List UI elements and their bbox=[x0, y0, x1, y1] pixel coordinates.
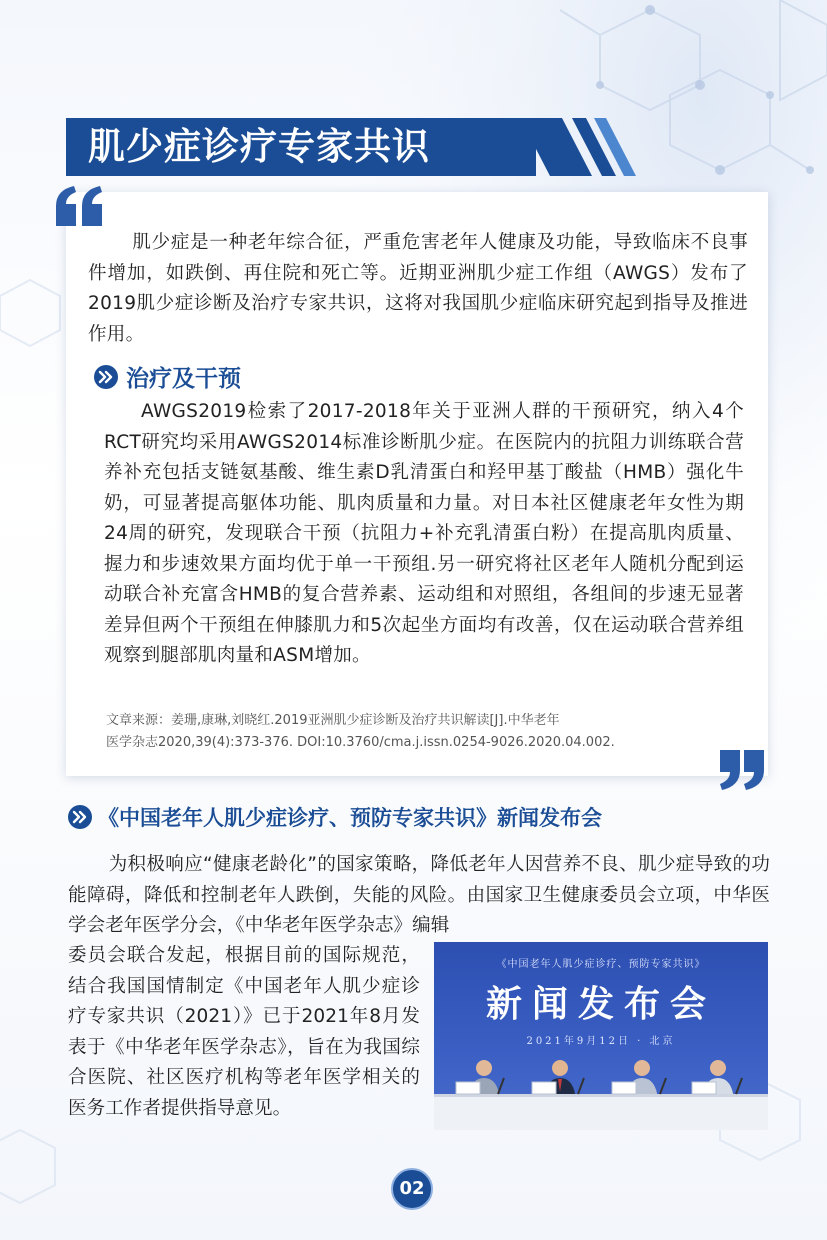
source-line-1: 文章来源：姜珊,康琳,刘晓红.2019亚洲肌少症诊断及治疗共识解读[J].中华老年 bbox=[106, 713, 560, 728]
title-stripes bbox=[520, 118, 660, 176]
news-paragraph-wrap: 委员会联合发起，根据目前的国际规范，结合我国国情制定《中国老年人肌少症诊疗专家共识（2021）》已于2021年8月发表于《中华老年医学杂志》，旨在为我国综合医院、社区医疗机构等老年医学相关的医务工作者提供指导意见。 bbox=[68, 945, 420, 1119]
news-paragraph-top: 为积极响应“健康老龄化”的国家策略，降低老年人因营养不良、肌少症导致的功能障碍，降低和控制老年人跌倒，失能的风险。由国家卫生健康委员会立项，中华医学会老年医学分会，《中华老年医学杂志》编辑 bbox=[68, 854, 770, 936]
panel-people-illustration bbox=[434, 1052, 768, 1130]
close-quote-icon bbox=[716, 748, 768, 792]
treatment-heading-label: 治疗及干预 bbox=[126, 366, 241, 392]
page-title: 肌少症诊疗专家共识 bbox=[88, 125, 430, 168]
press-conference-photo bbox=[434, 942, 768, 1130]
source-citation bbox=[106, 710, 746, 754]
news-heading-label: 《中国老年人肌少症诊疗、预防专家共识》新闻发布会 bbox=[98, 806, 602, 830]
open-quote-icon bbox=[54, 184, 106, 228]
treatment-paragraph: AWGS2019检索了2017-2018年关于亚洲人群的干预研究，纳入4个RCT研究均采用AWGS2014标准诊断肌少症。在医院内的抗阻力训练联合营养补充包括支链氨基酸、维生素D乳清蛋白和羟甲基丁酸盐（HMB）强化牛奶，可显著提高躯体功能、肌肉质量和力量。对日本社区健康老年女性为期24周的研究，发现联合干预（抗阻力+补充乳清蛋白粉）在提高肌肉质量、握力和步速效果方面均优于单一干预组.另一研究将社区老年人随机分配到运动联合补充富含HMB的复合营养素、运动组和对照组，各组间的步速无显著差异但两个干预组在伸膝肌力和5次起坐方面均有改善，仅在运动联合营养组观察到腿部肌肉量和ASM增加。 bbox=[104, 401, 744, 666]
intro-paragraph: 肌少症是一种老年综合征，严重危害老年人健康及功能，导致临床不良事件增加，如跌倒、再住院和死亡等。近期亚洲肌少症工作组（AWGS）发布了2019肌少症诊断及治疗专家共识，这将对我国肌少症临床研究起到指导及推进作用。 bbox=[88, 232, 748, 345]
source-line-2: 医学杂志2020,39(4):373-376. DOI:10.3760/cma.j.issn.0254-9026.2020.04.002. bbox=[106, 735, 615, 750]
double-chevron-icon bbox=[68, 805, 92, 829]
page-number-badge: 02 bbox=[391, 1168, 433, 1210]
treatment-heading bbox=[94, 360, 241, 393]
photo-banner-title: 新闻发布会 bbox=[485, 983, 716, 1025]
double-chevron-icon bbox=[94, 365, 118, 389]
title-banner bbox=[66, 118, 586, 176]
photo-banner-date: 2021年9月12日 · 北京 bbox=[526, 1036, 676, 1047]
news-heading bbox=[68, 802, 602, 832]
photo-banner-subtitle: 《中国老年人肌少症诊疗、预防专家共识》 bbox=[496, 959, 706, 970]
